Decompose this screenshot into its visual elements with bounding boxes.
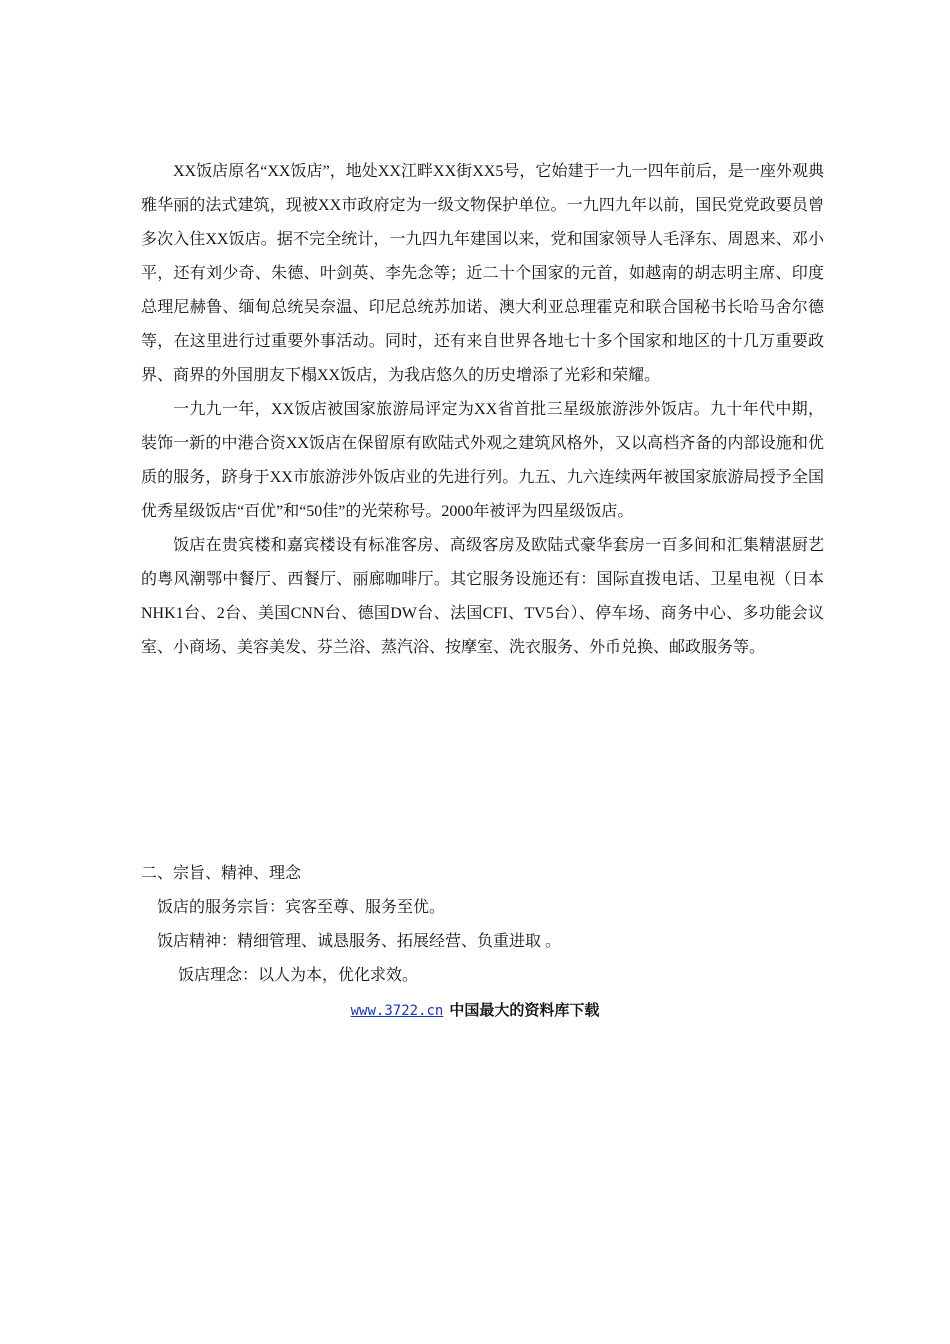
paragraph-facilities: 饭店在贵宾楼和嘉宾楼设有标准客房、高级客房及欧陆式豪华套房一百多间和汇集精湛厨艺的粤风潮鄂中餐厅、西餐厅、丽廊咖啡厅。其它服务设施还有：国际直拨电话、卫星电视（日本NHK1台、2台、美国CNN台、德国DW台、法国CFI、TV5台）、停车场、商务中心、多功能会议室、小商场、美容美发、芬兰浴、蒸汽浴、按摩室、洗衣服务、外币兑换、邮政服务等。 (141, 537, 824, 656)
section-principles (141, 857, 824, 993)
paragraph-history: XX饭店原名“XX饭店”，地处XX江畔XX街XX5号，它始建于一九一四年前后，是一座外观典雅华丽的法式建筑，现被XX市政府定为一级文物保护单位。一九四九年以前，国民党党政要员曾多次入住XX饭店。据不完全统计，一九四九年建国以来，党和国家领导人毛泽东、周恩来、邓小平，还有刘少奇、朱德、叶剑英、李先念等；近二十个国家的元首，如越南的胡志明主席、印度总理尼赫鲁、缅甸总统吴奈温、印尼总统苏加诺、澳大利亚总理霍克和联合国秘书长哈马舍尔德等，在这里进行过重要外事活动。同时，还有来自世界各地七十多个国家和地区的十几万重要政界、商界的外国朋友下榻XX饭店，为我店悠久的历史增添了光彩和荣耀。 (141, 163, 824, 384)
hotel-spirit-line: 饭店精神：精细管理、诚恳服务、拓展经营、负重进取 。 (157, 933, 562, 950)
footer-website-link[interactable]: www.3722.cn (350, 1003, 444, 1019)
paragraph-rating: 一九九一年，XX饭店被国家旅游局评定为XX省首批三星级旅游涉外饭店。九十年代中期，装饰一新的中港合资XX饭店在保留原有欧陆式外观之建筑风格外，又以高档齐备的内部设施和优质的服务，跻身于XX市旅游涉外饭店业的先进行列。九五、九六连续两年被国家旅游局授予全国优秀星级饭店“百优”和“50佳”的光荣称号。2000年被评为四星级饭店。 (141, 401, 824, 520)
footer-tagline: 中国最大的资料库下载 (449, 1001, 600, 1019)
footer (0, 998, 950, 1023)
section-heading: 二、宗旨、精神、理念 (141, 865, 302, 882)
document-body (141, 155, 824, 665)
service-purpose-line: 饭店的服务宗旨：宾客至尊、服务至优。 (157, 899, 446, 916)
hotel-philosophy-line: 饭店理念：以人为本，优化求效。 (178, 967, 419, 984)
